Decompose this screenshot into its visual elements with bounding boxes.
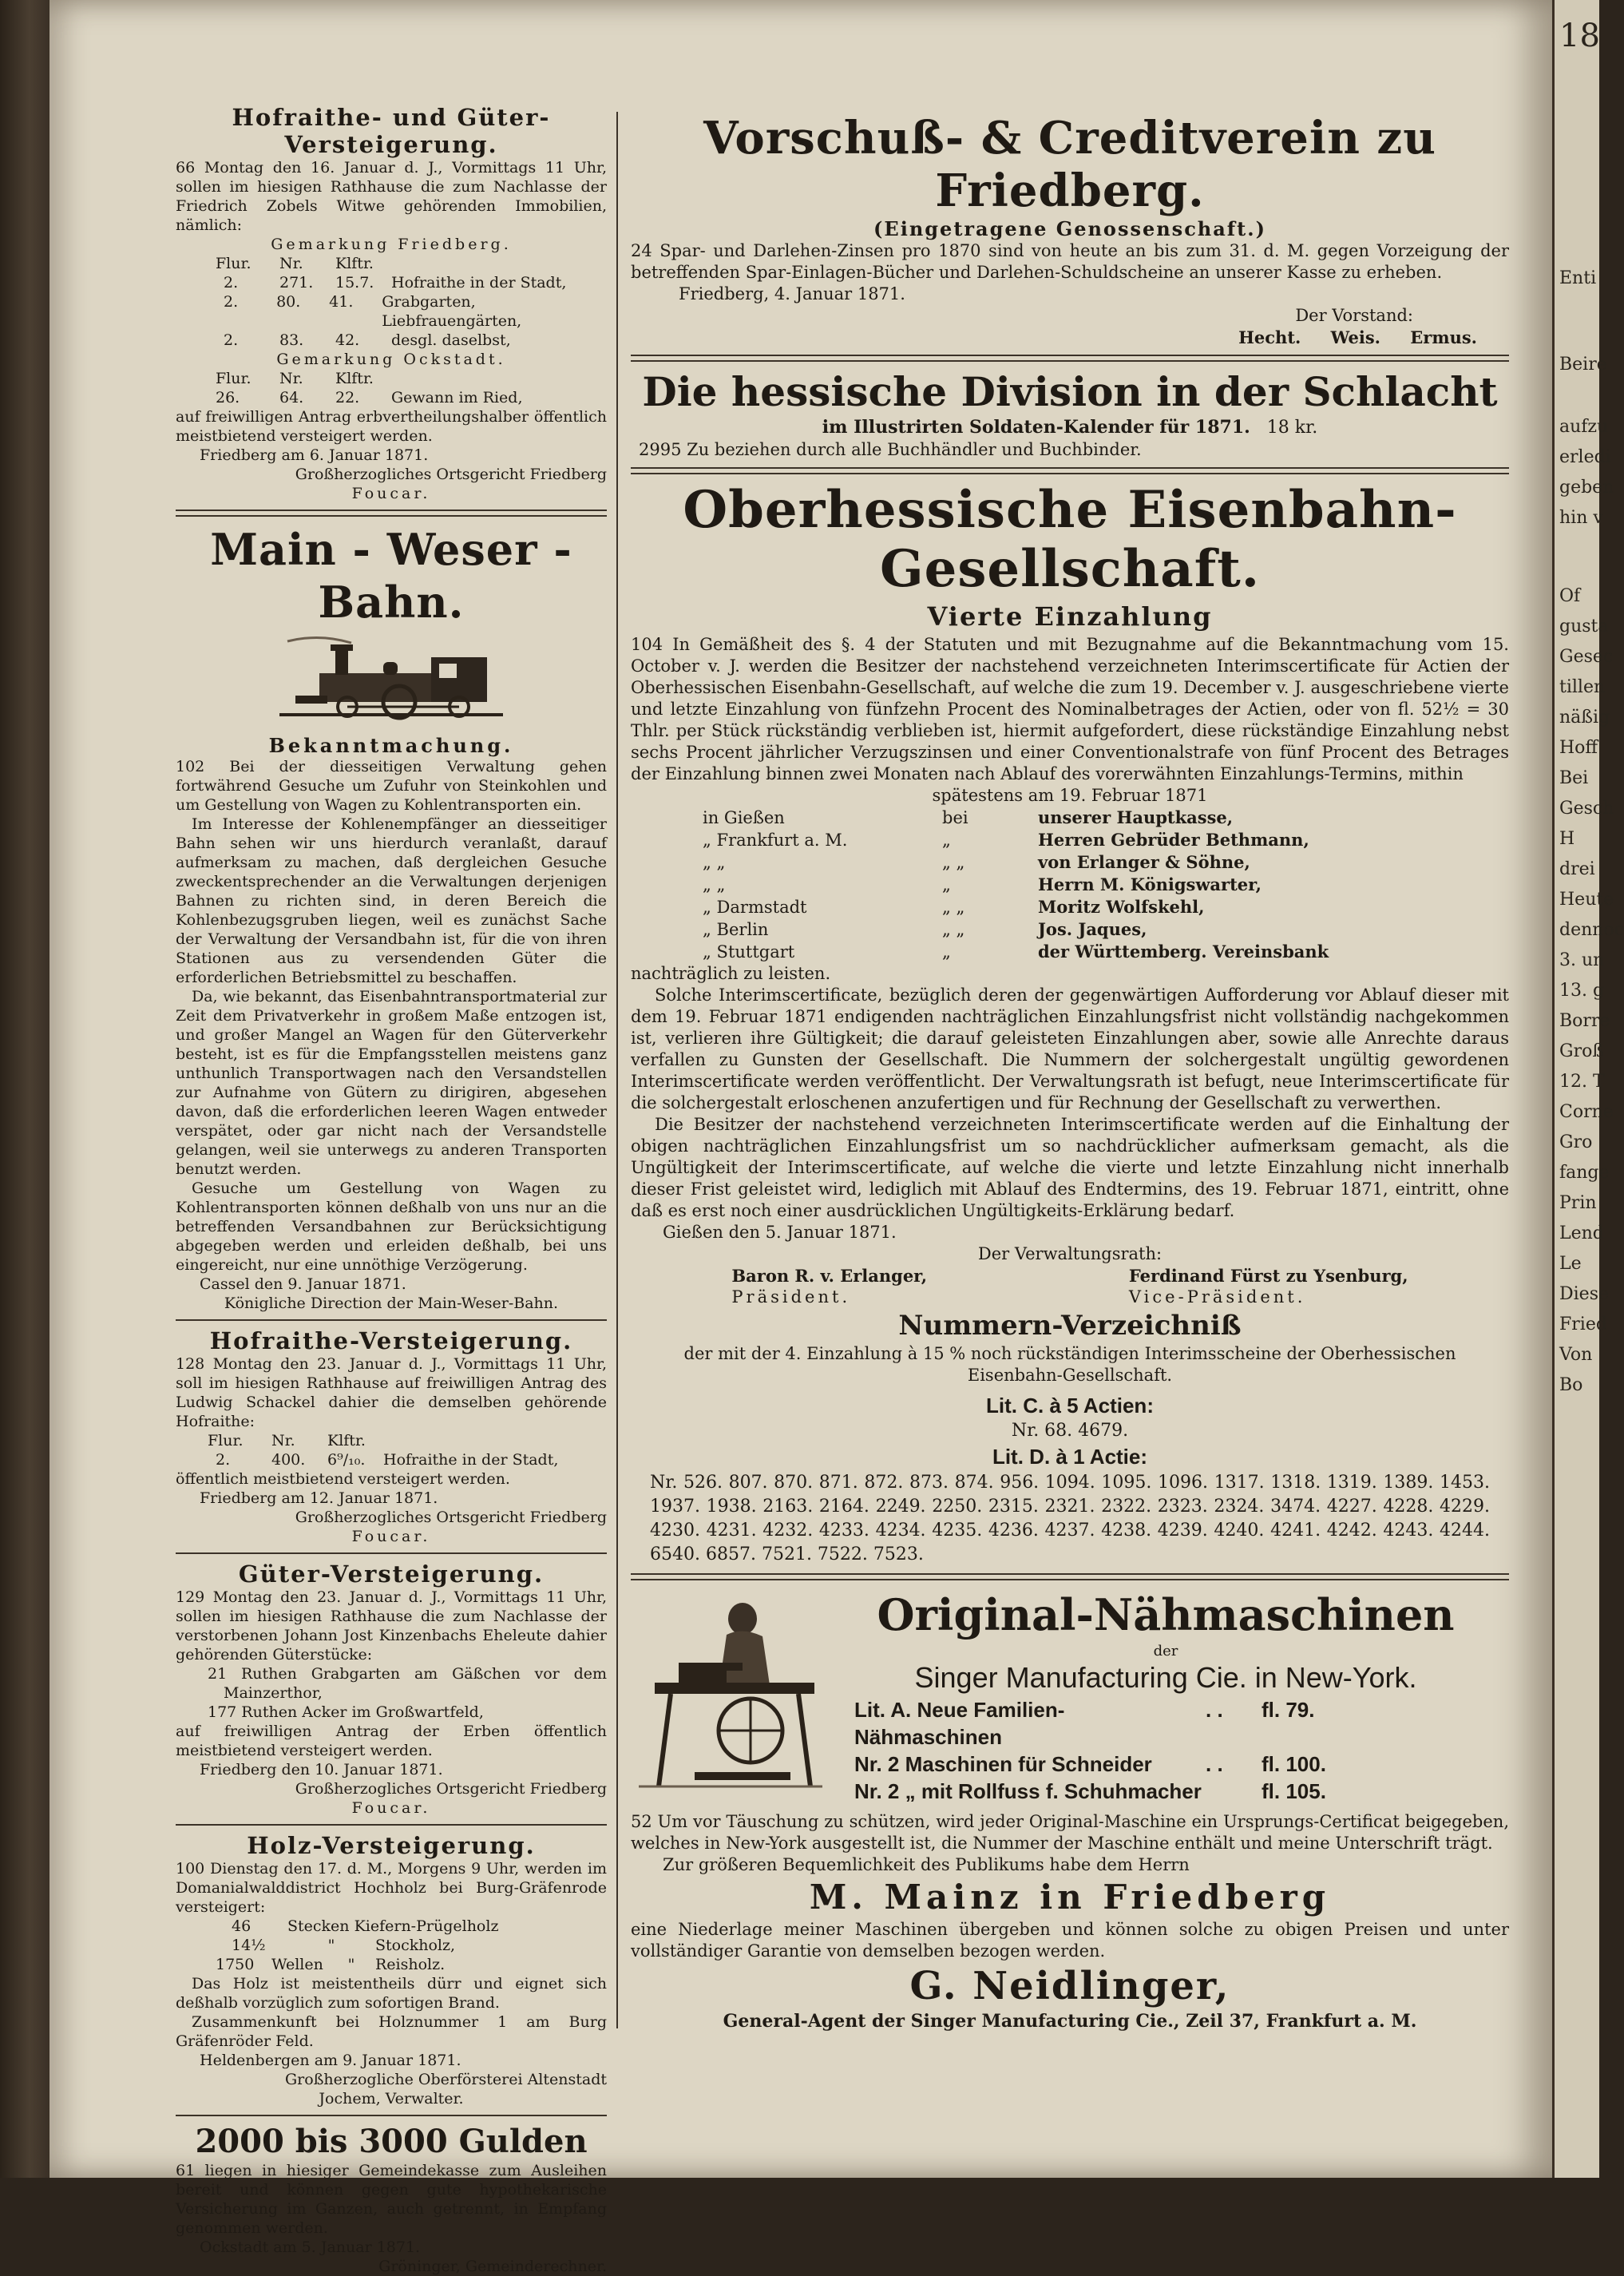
agent-city: in Gießen	[703, 808, 785, 827]
agent-line: General-Agent der Singer Manufacturing Cie., Zeil 37, Frankfurt a. M.	[723, 2011, 1417, 2032]
gueter-versteigerung	[176, 1560, 607, 1818]
next-page-fragment: tillen	[1559, 677, 1606, 697]
dealer-name: M. Mainz in Friedberg	[809, 1878, 1331, 1917]
table-header-cell: Flur.	[216, 370, 252, 387]
table-cell: Hofraithe in der Stadt,	[383, 1451, 559, 1469]
signature-name: Baron R. v. Erlanger,	[731, 1266, 928, 1286]
notice-paragraph: 52 Um vor Täuschung zu schützen, wird jeder Original-Maschine ein Ursprungs-Certificat beigegeben, welches in New-York ausgestellt ist, die Nummer der Maschine enthält und meine Unterschrift trägt.	[631, 1812, 1509, 1853]
divider	[176, 1824, 607, 1826]
agent-city: „ Berlin	[703, 920, 769, 939]
agent-city: „ Darmstadt	[703, 898, 807, 917]
column-divider	[616, 112, 618, 2028]
hessische-division	[631, 368, 1509, 461]
notice-subtitle: Vierte Einzahlung	[927, 601, 1213, 632]
notice-subtitle: (Eingetragene Genossenschaft.)	[873, 217, 1266, 240]
agent-row	[631, 807, 1509, 829]
notice-body: 100 Dienstag den 17. d. M., Morgens 9 Uhr, werden im Domanialwalddistrict Hochholz bei Burg-Gräfenrode versteigert:	[176, 1860, 607, 1916]
agent-prefix: „	[942, 831, 951, 850]
table-header	[176, 254, 607, 273]
agent-row	[631, 851, 1509, 874]
price-value: fl. 100.	[1262, 1752, 1326, 1776]
holz-versteigerung	[176, 1832, 607, 2108]
signature-name: Ferdinand Fürst zu Ysenburg,	[1128, 1266, 1408, 1286]
table-header-cell: Nr.	[279, 255, 303, 272]
next-page-fragment: 3. un	[1559, 950, 1605, 970]
table-row	[176, 1450, 607, 1469]
next-page-fragment: 18	[1559, 18, 1600, 54]
table-cell: 42.	[335, 331, 360, 349]
next-page-fragment: Borre	[1559, 1011, 1610, 1031]
book-spine	[0, 0, 50, 2178]
notice-title: 2000 bis 3000 Gulden	[195, 2123, 588, 2160]
notice-paragraph: Da, wie bekannt, das Eisenbahntransportmaterial zur Zeit dem Privatverkehr in großem Maße entzogen ist, und großer Mangel an Wagen für den Güterverkehr besteht, ist es für die Empfangsstellen meistens ganz unthunlich Transportwagen nach den Versandstellen zur Aufnahme von Gütern zu dirigiren, abgesehen davon, daß die erforderlichen leeren Wagen entweder verspätet, oder gar nicht nach der Versandstelle gelangen, weil sie unterwegs zu anderen Transporten benutzt werden.	[176, 988, 607, 1178]
table-row	[176, 273, 607, 292]
list-item: 177 Ruthen Acker im Großwartfeld,	[208, 1703, 484, 1721]
price-item: Nr. 2 Maschinen für Schneider	[854, 1752, 1152, 1776]
notice-body: 128 Montag den 23. Januar d. J., Vormittags 11 Uhr, soll im hiesigen Rathhause auf freiwilligen Antrag des Ludwig Schackel dahier die demselben gehörende Hofraithe:	[176, 1355, 607, 1430]
agent-prefix: „	[942, 875, 951, 894]
lit-c-numbers: Nr. 68. 4679.	[1011, 1421, 1129, 1441]
paying-agents	[631, 807, 1509, 963]
table-cell: 2.	[224, 274, 239, 291]
next-page-fragment: aufzu	[1559, 417, 1609, 437]
price-row	[854, 1778, 1509, 1805]
next-page-fragment: Corne	[1559, 1102, 1614, 1122]
notice-der: der	[1153, 1643, 1178, 1659]
board-names: Hecht. Weis. Ermus.	[1238, 327, 1477, 347]
table-row	[176, 331, 607, 350]
notice-body: 129 Montag den 23. Januar d. J., Vormittags 11 Uhr, sollen im hiesigen Rathhause die zum Nachlasse der verstorbenen Johann Jost Kinzenbachs Eheleute dahier gehörenden Güterstücke:	[176, 1588, 607, 1663]
agent-prefix: „	[942, 942, 951, 962]
item-qty: 1750	[216, 1956, 255, 1973]
table-cell: 41.	[329, 293, 354, 311]
notice-title: Nummern-Verzeichniß	[898, 1310, 1242, 1342]
table-cell: Gewann im Ried,	[391, 389, 523, 406]
next-page-fragment: geben	[1559, 478, 1614, 498]
next-page-fragment: Of	[1559, 586, 1581, 606]
next-page-fragment: Beire	[1559, 355, 1607, 375]
notice-body: 24 Spar- und Darlehen-Zinsen pro 1870 sind von heute an bis zum 31. d. M. gegen Vorzeigung der betreffenden Spar-Einlagen-Bücher und Darlehen-Schuldscheine an unserer Kasse zu erheben.	[631, 241, 1509, 282]
price-item: Lit. A. Neue Familien-Nähmaschinen	[854, 1698, 1065, 1749]
agent-row	[631, 941, 1509, 963]
notice-paragraph: Die Besitzer der nachstehend verzeichneten Interimscertificate werden auf die Einhaltung der obigen nachträglichen Einzahlungsfrist um so nachdrücklicher aufmerksam gemacht, als die Ungültigkeit der Interimscertificate, auf welche die vierte und letzte Einzahlung nicht innerhalb dieser Frist geleistet wird, lediglich mit Ablauf des Endtermins, des 19. Februar 1871, eintritt, ohne daß es erst noch einer ausdrücklichen Ungültigkeits-Erklärung bedarf.	[631, 1115, 1509, 1220]
item-unit: Wellen	[271, 1956, 323, 1973]
table-header-cell: Nr.	[279, 370, 303, 387]
table-header-cell: Nr.	[271, 1432, 295, 1449]
table-header-cell: Flur.	[208, 1432, 244, 1449]
table-header	[176, 1431, 607, 1450]
notice-paragraph: 102 Bei der diesseitigen Verwaltung gehen fortwährend Gesuche um Zufuhr von Steinkohlen und um Gestellung von Wagen zu Kohlentransporten ein.	[176, 758, 607, 814]
notice-date: Gießen den 5. Januar 1871.	[663, 1223, 897, 1242]
notice-paragraph: 104 In Gemäßheit des §. 4 der Statuten und mit Bezugnahme auf die Bekanntmachung vom 15. October v. J. werden die Besitzer der nachstehend verzeichneten Interimscertificate für Actien der Oberhessischen Eisenbahn-Gesellschaft, auf welche die zum 19. December v. J. ausgeschriebene vierte und letzte Einzahlung von fünfzehn Procent des Nominalbetrages der Actien, oder von fl. 52½ = 30 Thlr. per Stück rückständig verblieben ist, hiermit aufgefordert, diese rückständige Einzahlung nebst sechs Procent jährlicher Verzugszinsen und einer Conventionalstrafe von fünf Procent des Betrages der Einzahlung binnen zwei Monaten nach Ablauf des vorerwähnten Einzahlungs-Termins, mithin	[631, 635, 1509, 783]
notice-tail: auf freiwilligen Antrag der Erben öffentlich meistbietend versteigert werden.	[176, 1723, 607, 1759]
table-cell: 6⁹/₁₀.	[327, 1451, 366, 1469]
table-cell: 2.	[224, 331, 239, 349]
signatures	[631, 1265, 1509, 1308]
next-page-fragment: Enti	[1559, 268, 1597, 288]
notice-line	[631, 416, 1509, 439]
list-item	[176, 1917, 607, 1936]
price-row	[854, 1696, 1509, 1751]
notice-subtitle: der mit der 4. Einzahlung à 15 % noch rückständigen Interimsscheine der Oberhessischen Eisenbahn-Gesellschaft.	[683, 1344, 1456, 1385]
notice-date: Cassel den 9. Januar 1871.	[200, 1275, 406, 1293]
next-page-fragment: Bo	[1559, 1375, 1583, 1395]
gemarkung-heading: Gemarkung Friedberg.	[271, 236, 512, 253]
main-weser-bahn	[176, 523, 607, 1313]
table-header-cell: Klftr.	[327, 1432, 366, 1449]
next-page-fragment: erledi	[1559, 447, 1611, 467]
company-name: Singer Manufacturing Cie. in New-York.	[914, 1661, 1417, 1694]
price-list	[822, 1696, 1509, 1805]
price-dots: . .	[1206, 1752, 1223, 1776]
next-page-fragment: Gesch	[1559, 799, 1614, 819]
next-page-edge	[1552, 0, 1624, 2178]
divider	[176, 1319, 607, 1321]
agent-name: der Württemberg. Vereinsbank	[1038, 942, 1329, 962]
notice-signature: Gröninger, Gemeinderechner.	[378, 2258, 607, 2275]
agent-prefix: „ „	[942, 920, 965, 939]
price-value: fl. 79.	[1262, 1698, 1315, 1722]
next-page-fragment: drei	[1559, 859, 1595, 879]
nummern-verzeichnis	[631, 1308, 1509, 1567]
table-cell: 80.	[276, 293, 301, 311]
notice-line: nachträglich zu leisten.	[631, 964, 831, 983]
next-page-fragment: 13. g	[1559, 981, 1605, 1001]
notice-date: Heldenbergen am 9. Januar 1871.	[200, 2052, 461, 2069]
table-cell: Hofraithe in der Stadt,	[391, 274, 567, 291]
table-cell: 271.	[279, 274, 314, 291]
signature-role: Vice-Präsident.	[1128, 1287, 1306, 1307]
lit-d-heading: Lit. D. à 1 Actie:	[992, 1445, 1148, 1469]
sewing-machine-illustration	[631, 1587, 830, 1794]
notice-title: Oberhessische Eisenbahn-Gesellschaft.	[683, 480, 1457, 599]
next-page-fragment: hin v	[1559, 508, 1603, 528]
agent-city: „ „	[703, 875, 726, 894]
lit-d-numbers: Nr. 526. 807. 870. 871. 872. 873. 874. 956. 1094. 1095. 1096. 1317. 1318. 1319. 1389. 1453. 1937. 1938. 2163. 2164. 2249. 2250. 2315. 2321. 2322. 2323. 2324. 3474. 4227. 4228. 4229. 4230. 4231. 4232. 4233. 4234. 4235. 4236. 4237. 4238. 4239. 4240. 4241. 4242. 4243. 4244. 6540. 6857. 7521. 7522. 7523.	[650, 1473, 1490, 1564]
left-column	[176, 104, 607, 2276]
notice-footer: 2995 Zu beziehen durch alle Buchhändler und Buchbinder.	[639, 440, 1142, 459]
notice-signature-name: Foucar.	[351, 1799, 431, 1817]
table-cell: desgl. daselbst,	[391, 331, 511, 349]
notice-signature: Königliche Direction der Main-Weser-Bahn.	[224, 1295, 559, 1312]
locomotive-illustration	[271, 633, 511, 729]
notice-paragraph: Das Holz ist meistentheils dürr und eignet sich deßhalb vorzüglich zum sofortigen Brand.	[176, 1975, 607, 2012]
table-header-cell: Flur.	[216, 255, 252, 272]
next-page-fragment: Gesec	[1559, 647, 1614, 667]
next-page-fragment: gusta	[1559, 617, 1609, 636]
notice-paragraph: Im Interesse der Kohlenempfänger an diesseitiger Bahn sehen wir uns hierdurch veranlaßt, darauf aufmerksam zu machen, daß dergleichen Gesuche zweckentsprechender an die Verwaltungen derjenigen Bahnen zu richten sind, in deren Bereich die Kohlenbezugsgruben liegen, weil es zunächst Sache der Verwaltung der Versandbahn ist, für die von ihren Stationen aus zu versendenden Güter die erforderlichen Betriebsmittel zu beschaffen.	[176, 815, 607, 986]
next-page-fragment: Gro	[1559, 1132, 1593, 1152]
agent-name: Herrn M. Königswarter,	[1038, 874, 1262, 894]
signature-block	[731, 1265, 927, 1308]
table-cell: 15.7.	[335, 274, 374, 291]
divider	[631, 355, 1509, 362]
next-page-fragment: Von	[1559, 1345, 1593, 1365]
notice-date: Friedberg den 10. Januar 1871.	[200, 1761, 443, 1778]
list-item: 21 Ruthen Grabgarten am Gäßchen vor dem Mainzerthor,	[208, 1665, 607, 1702]
table-row	[176, 292, 607, 331]
deadline: spätestens am 19. Februar 1871	[932, 786, 1208, 805]
price-item: Nr. 2 „ mit Rollfuss f. Schuhmacher	[854, 1779, 1202, 1803]
agent-name: Herren Gebrüder Bethmann,	[1038, 830, 1309, 850]
hofraithe-versteigerung	[176, 1327, 607, 1546]
table-cell: 83.	[279, 331, 304, 349]
calendar-title: im Illustrirten Soldaten-Kalender für 1871.	[822, 417, 1250, 438]
price: 18 kr.	[1266, 418, 1318, 438]
price-dots: . .	[1206, 1698, 1223, 1722]
divider	[176, 2115, 607, 2116]
item-desc: Stockholz,	[375, 1937, 456, 1954]
next-page-fragment: Prin	[1559, 1193, 1597, 1213]
divider	[631, 1573, 1509, 1580]
next-page-fragment: Bei	[1559, 768, 1589, 788]
notice-title: Güter-Versteigerung.	[238, 1560, 545, 1588]
divider	[176, 1552, 607, 1554]
next-page-fragment: Diese	[1559, 1284, 1610, 1304]
list-item	[176, 1936, 607, 1955]
notice-body: 61 liegen in hiesiger Gemeindekasse zum Ausleihen bereit und können gegen gute hypothekarische Versicherung im Ganzen, auch getrennt, in Empfang genommen werden.	[176, 2162, 607, 2237]
notice-date: Ockstadt am 5. Januar 1871.	[200, 2238, 421, 2256]
notice-paragraph: eine Niederlage meiner Maschinen übergeben und können solche zu obigen Preisen und unter vollständiger Garantie von demselben bezogen werden.	[631, 1920, 1509, 1961]
notice-date: Friedberg, 4. Januar 1871.	[679, 284, 905, 303]
agent-city: „ „	[703, 853, 726, 872]
notice-title: Holz-Versteigerung.	[247, 1832, 536, 1859]
next-page-fragment: Heute	[1559, 890, 1614, 910]
signature-role: Präsident.	[731, 1287, 851, 1307]
notice-body: 66 Montag den 16. Januar d. J., Vormittags 11 Uhr, sollen im hiesigen Rathhause die zum Nachlasse der Friedrich Zobels Witwe gehörenden Immobilien, nämlich:	[176, 159, 607, 234]
next-page-fragment: Fried	[1559, 1314, 1607, 1334]
notice-title: Hofraithe- und Güter-Versteigerung.	[232, 104, 551, 158]
table-cell: 2.	[216, 1451, 231, 1469]
agent-prefix: „ „	[942, 898, 965, 917]
table-cell: Grabgarten, Liebfrauengärten,	[382, 293, 522, 330]
board-label: Der Verwaltungsrath:	[977, 1244, 1163, 1263]
table-cell: 26.	[216, 389, 240, 406]
next-page-fragment: Le	[1559, 1254, 1582, 1274]
item-ditto: "	[347, 1956, 355, 1973]
list-item	[176, 1955, 607, 1974]
agent-row	[631, 874, 1509, 896]
item-qty: 46	[232, 1917, 252, 1935]
next-page-fragment: Groß	[1559, 1041, 1605, 1061]
notice-title: Original-Nähmaschinen	[877, 1589, 1455, 1640]
agent-row	[631, 896, 1509, 918]
notice-signature: Großherzogliche Oberförsterei Altenstadt	[285, 2071, 607, 2088]
agent-prefix: bei	[942, 808, 968, 827]
item-desc: Stecken Kiefern-Prügelholz	[287, 1917, 499, 1935]
naeh-header	[822, 1587, 1509, 1805]
hofraithe-gueter-versteigerung	[176, 104, 607, 503]
price-row	[854, 1751, 1509, 1778]
notice-signature: Großherzogliches Ortsgericht Friedberg	[295, 466, 607, 483]
next-page-fragment: fange	[1559, 1163, 1610, 1183]
price-value: fl. 105.	[1262, 1779, 1326, 1803]
oberhessische-eisenbahn	[631, 481, 1509, 1308]
table-cell: 2.	[224, 293, 239, 311]
notice-title: Vorschuß- & Creditverein zu Friedberg.	[703, 112, 1436, 217]
board-label: Der Vorstand:	[1295, 306, 1413, 325]
notice-signature-name: Jochem, Verwalter.	[319, 2090, 464, 2107]
item-desc: Reisholz.	[375, 1956, 446, 1973]
naehmaschinen-anzeige	[631, 1587, 1509, 2032]
notice-date: Friedberg am 6. Januar 1871.	[200, 446, 429, 464]
agent-city: „ Frankfurt a. M.	[703, 831, 848, 850]
notice-signature: Großherzogliches Ortsgericht Friedberg	[295, 1780, 607, 1798]
divider	[631, 467, 1509, 474]
table-cell: 64.	[279, 389, 304, 406]
agent-row	[631, 829, 1509, 851]
next-page-fragment: 12. T	[1559, 1072, 1605, 1092]
notice-title: Hofraithe-Versteigerung.	[209, 1327, 573, 1354]
notice-subtitle: Bekanntmachung.	[268, 734, 514, 757]
next-page-fragment: H	[1559, 829, 1575, 849]
agent-name: von Erlanger & Söhne,	[1038, 852, 1250, 872]
item-qty: 14½	[232, 1937, 266, 1954]
gemarkung-heading: Gemarkung Ockstadt.	[276, 351, 506, 368]
agent-name: G. Neidlinger,	[909, 1964, 1230, 2008]
table-cell: 22.	[335, 389, 360, 406]
next-page-fragment: dennoc	[1559, 920, 1624, 940]
notice-title: Main - Weser - Bahn.	[210, 524, 572, 628]
notice-tail: öffentlich meistbietend versteigert werden.	[176, 1470, 510, 1488]
item-ditto: "	[327, 1937, 335, 1954]
table-cell: 400.	[271, 1451, 306, 1469]
notice-paragraph: Zusammenkunft bei Holznummer 1 am Burg Gräfenröder Feld.	[176, 2013, 607, 2050]
table-header-cell: Klftr.	[335, 370, 374, 387]
next-page-fragment: Lend	[1559, 1223, 1604, 1243]
agent-name: Moritz Wolfskehl,	[1038, 897, 1205, 917]
notice-date: Friedberg am 12. Januar 1871.	[200, 1489, 438, 1507]
agent-row	[631, 918, 1509, 941]
next-page-fragment: Hoff	[1559, 738, 1598, 758]
agent-prefix: „ „	[942, 853, 965, 872]
notice-title: Die hessische Division in der Schlacht	[642, 368, 1498, 415]
notice-signature: Großherzogliches Ortsgericht Friedberg	[295, 1509, 607, 1526]
table-header	[176, 369, 607, 388]
notice-paragraph: Gesuche um Gestellung von Wagen zu Kohlentransporten können deßhalb von uns nur an die betreffenden Versandbahnen zur Berücksichtigung abgegeben werden und erleiden deßhalb, bei uns eingereicht, nur eine unnöthige Verzögerung.	[176, 1180, 607, 1274]
right-column	[631, 112, 1509, 2032]
divider	[176, 510, 607, 517]
agent-city: „ Stuttgart	[703, 942, 795, 962]
notice-signature-name: Foucar.	[351, 1528, 431, 1545]
notice-tail: auf freiwilligen Antrag erbvertheilungshalber öffentlich meistbietend versteigert werden.	[176, 408, 607, 445]
gulden-anzeige	[176, 2123, 607, 2276]
table-header-cell: Klftr.	[335, 255, 374, 272]
table-row	[176, 388, 607, 407]
agent-name: Jos. Jaques,	[1038, 919, 1147, 939]
notice-paragraph: Solche Interimscertificate, bezüglich deren der gegenwärtigen Aufforderung vor Ablauf dieser mit dem 19. Februar 1871 endigenden nachträglichen Einzahlungsfrist nicht vollständig nachgekommen ist, verlieren ihre Gültigkeit; die darauf geleisteten Einzahlungen aber, sowie alle Anrechte daraus verfallen zu Gunsten der Gesellschaft. Die Nummern der solchergestalt ungültig gewordenen Interimscertificate werden veröffentlicht. Der Verwaltungsrath ist befugt, neue Interimscertificate für die solchergestalt erloschenen anzufertigen und für Rechnung der Gesellschaft zu verwerthen.	[631, 985, 1509, 1112]
signature-block	[1129, 1265, 1408, 1308]
notice-paragraph: Zur größeren Bequemlichkeit des Publikums habe dem Herrn	[663, 1855, 1190, 1874]
agent-name: unserer Hauptkasse,	[1038, 807, 1234, 827]
vorschuss-creditverein	[631, 112, 1509, 348]
next-page-fragment: näßig	[1559, 708, 1610, 728]
notice-signature-name: Foucar.	[351, 485, 431, 502]
lit-c-heading: Lit. C. à 5 Actien:	[986, 1394, 1154, 1418]
